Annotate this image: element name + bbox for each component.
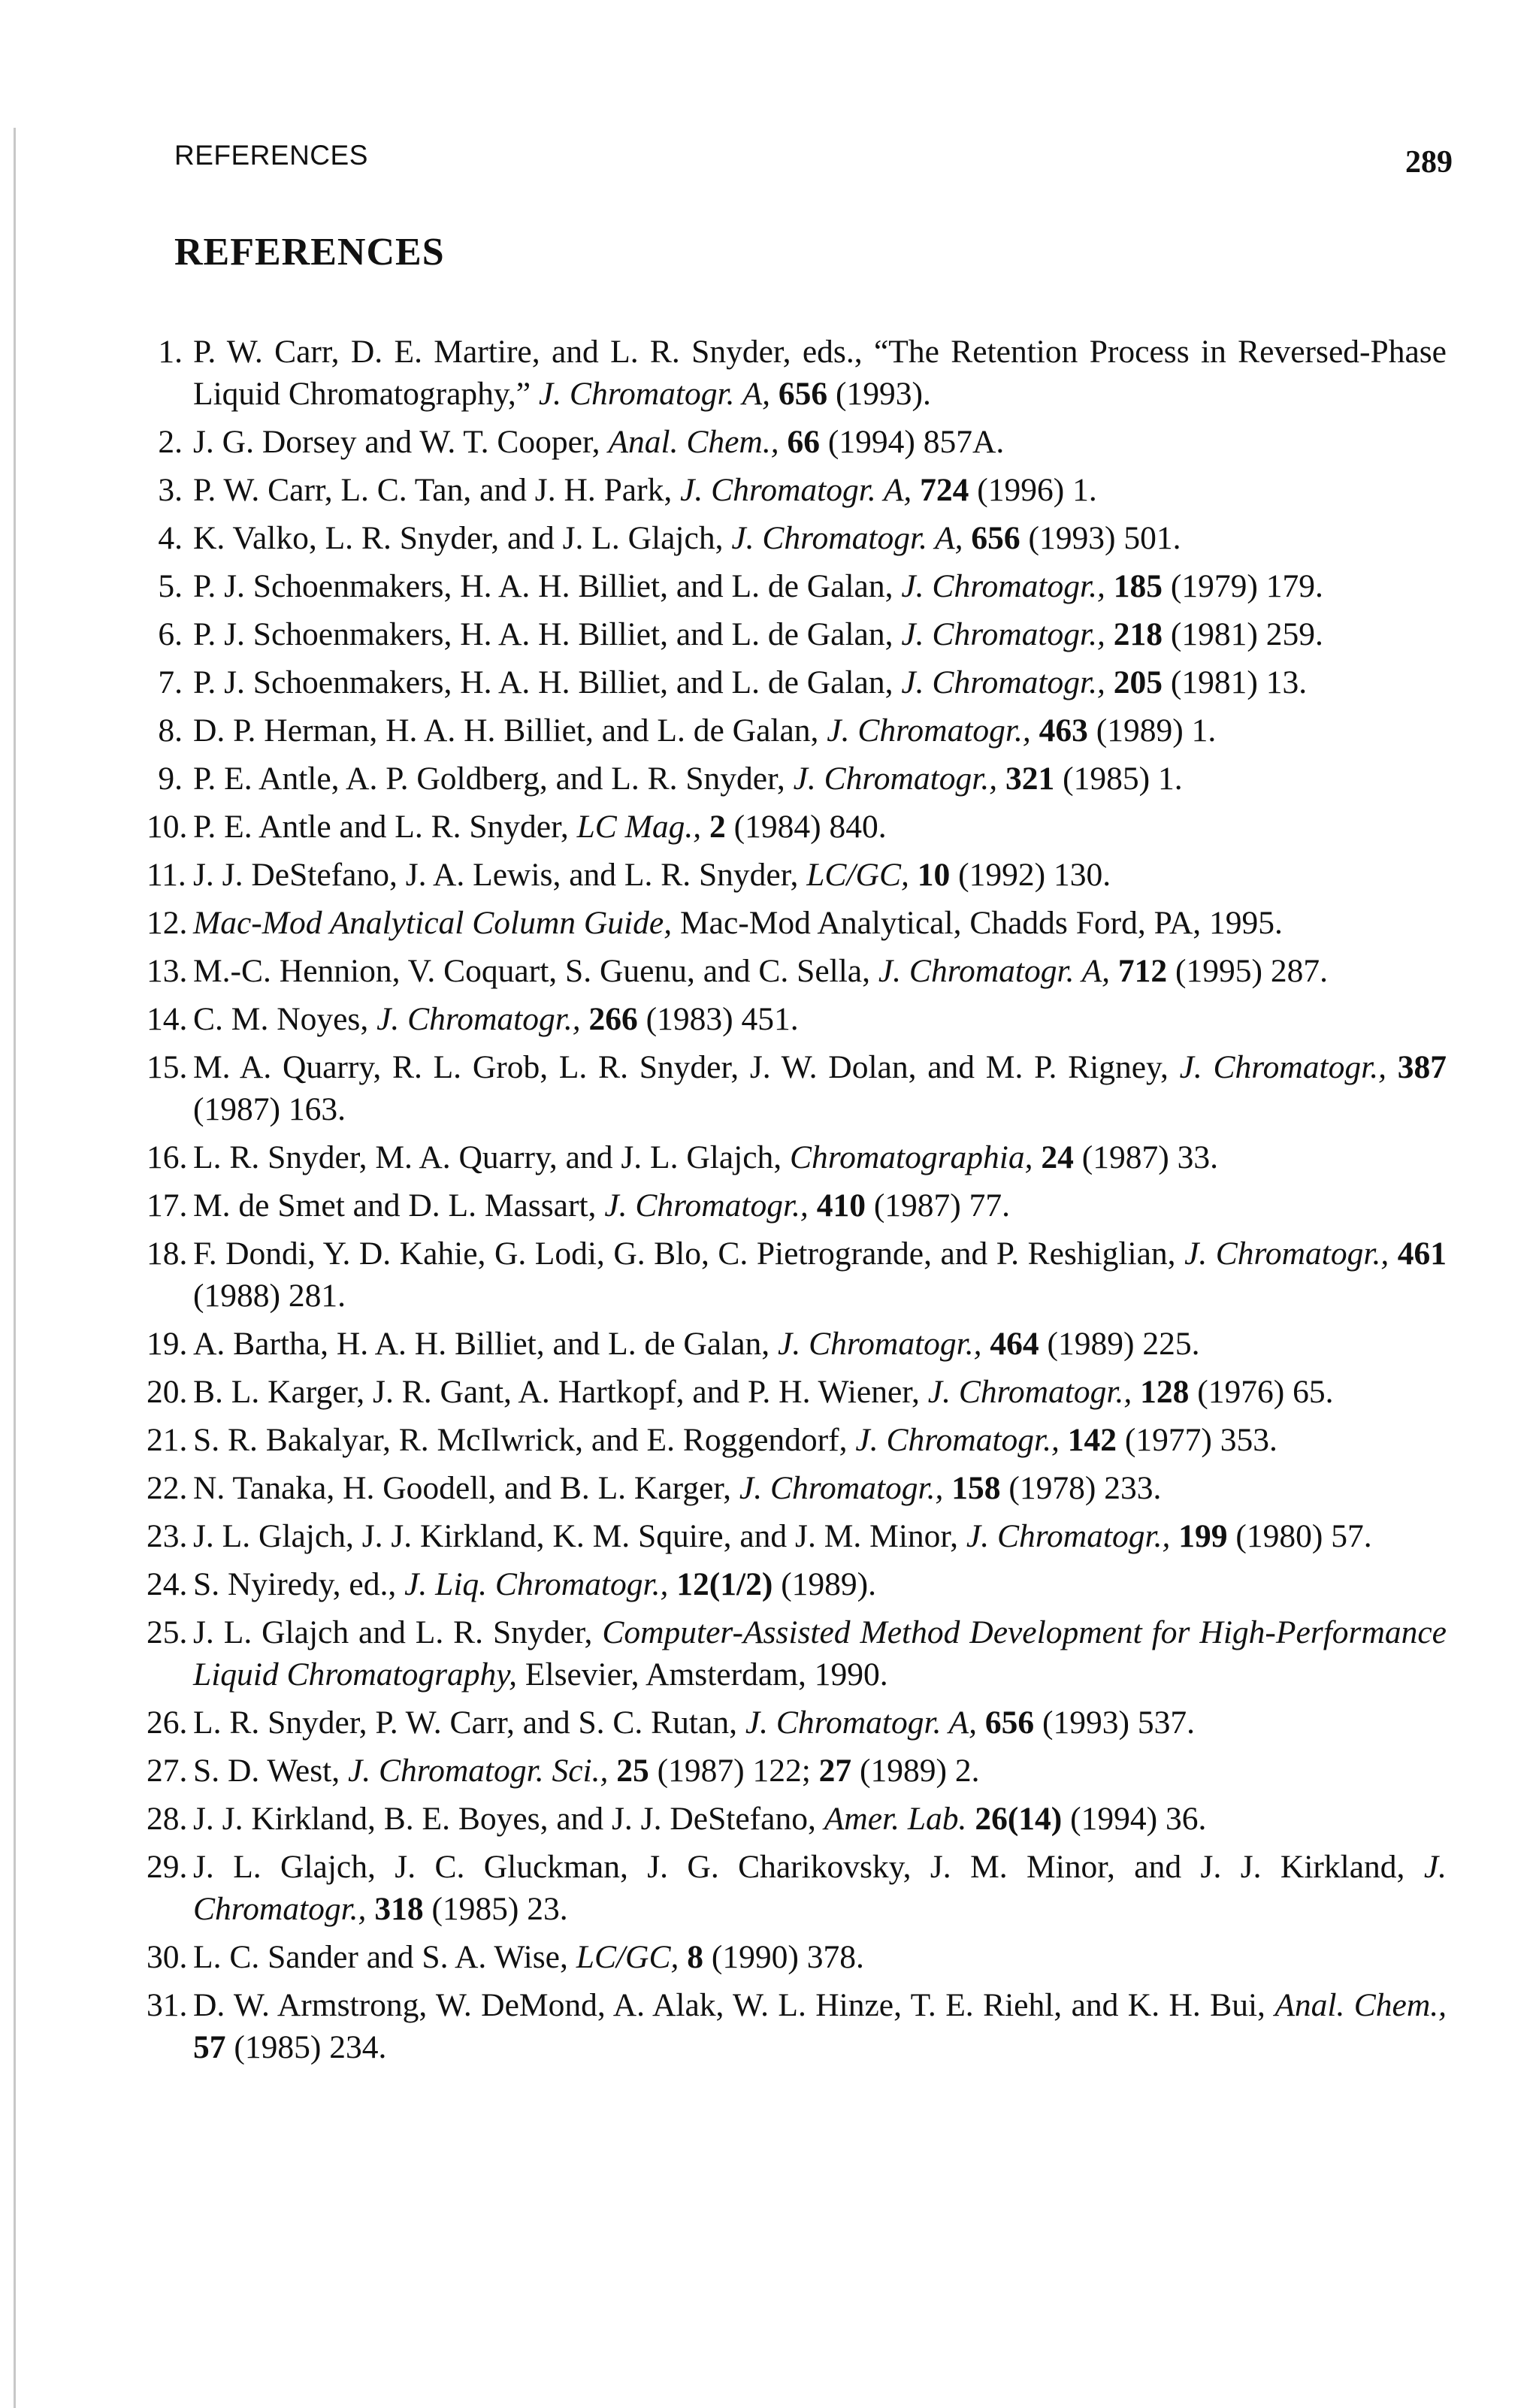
- reference-text: [193, 1705, 1195, 1741]
- reference-plain-text: [1060, 1422, 1068, 1458]
- reference-plain-text: [912, 472, 920, 508]
- reference-item: [147, 1750, 1447, 1792]
- reference-item: [147, 1798, 1447, 1840]
- reference-item: [147, 1323, 1447, 1365]
- reference-volume: 66: [787, 424, 820, 460]
- reference-italic-text: J. Chromatogr.,: [376, 1001, 581, 1037]
- reference-plain-text: (1993).: [827, 376, 931, 412]
- reference-volume: 464: [990, 1326, 1039, 1362]
- reference-plain-text: (1983) 451.: [637, 1001, 799, 1037]
- reference-number: 20.: [147, 1374, 188, 1410]
- reference-text: [193, 712, 1216, 749]
- reference-plain-text: L. C. Sander and S. A. Wise,: [193, 1939, 576, 1975]
- reference-plain-text: (1992) 130.: [950, 857, 1111, 893]
- reference-plain-text: [909, 857, 918, 893]
- reference-item: [147, 950, 1447, 992]
- reference-number: 2.: [158, 424, 183, 460]
- reference-plain-text: K. Valko, L. R. Snyder, and J. L. Glajch,: [193, 520, 732, 556]
- reference-italic-text: Chromatographia,: [790, 1139, 1033, 1175]
- reference-item: [147, 1846, 1447, 1930]
- reference-plain-text: (1990) 378.: [703, 1939, 864, 1975]
- reference-plain-text: (1993) 537.: [1034, 1705, 1195, 1741]
- reference-plain-text: (1987) 163.: [193, 1091, 346, 1127]
- reference-plain-text: [1105, 568, 1114, 604]
- reference-plain-text: D. P. Herman, H. A. H. Billiet, and L. de Galan,: [193, 712, 827, 749]
- reference-volume: 321: [1005, 761, 1055, 797]
- reference-number: 12.: [147, 905, 188, 941]
- reference-plain-text: N. Tanaka, H. Goodell, and B. L. Karger,: [193, 1470, 739, 1506]
- reference-plain-text: [1386, 1049, 1398, 1085]
- page-edge-rule: [14, 128, 16, 2408]
- reference-item: [147, 1611, 1447, 1696]
- reference-text: [193, 520, 1181, 556]
- reference-item: [147, 1467, 1447, 1509]
- reference-plain-text: (1985) 234.: [225, 2029, 387, 2065]
- reference-plain-text: (1994) 857A.: [819, 424, 1005, 460]
- reference-plain-text: (1995) 287.: [1167, 953, 1329, 989]
- reference-italic-text: J. Liq. Chromatogr.,: [404, 1566, 669, 1602]
- reference-plain-text: S. R. Bakalyar, R. McIlwrick, and E. Roggendorf,: [193, 1422, 856, 1458]
- reference-plain-text: (1981) 259.: [1163, 616, 1323, 652]
- reference-italic-text: J. Chromatogr.,: [604, 1187, 809, 1224]
- reference-text: [193, 1939, 864, 1975]
- reference-item: [147, 613, 1447, 655]
- reference-item: [147, 1702, 1447, 1744]
- reference-item: [147, 517, 1447, 559]
- reference-item: [147, 709, 1447, 752]
- reference-plain-text: J. L. Glajch, J. J. Kirkland, K. M. Squire, and J. M. Minor,: [193, 1518, 966, 1554]
- reference-plain-text: M.-C. Hennion, V. Coquart, S. Guenu, and C. Sella,: [193, 953, 878, 989]
- reference-italic-text: J. Chromatogr. A,: [731, 520, 963, 556]
- reference-number: 22.: [147, 1470, 188, 1506]
- reference-text: [193, 1374, 1334, 1410]
- reference-item: [147, 806, 1447, 848]
- reference-plain-text: [679, 1939, 687, 1975]
- reference-plain-text: Mac-Mod Analytical, Chadds Ford, PA, 1995.: [672, 905, 1283, 941]
- reference-number: 15.: [147, 1049, 188, 1085]
- reference-volume: 410: [816, 1187, 866, 1224]
- reference-text: [193, 953, 1328, 989]
- page-number: 289: [1405, 145, 1453, 180]
- reference-item: [147, 1233, 1447, 1317]
- reference-text: [193, 1187, 1010, 1224]
- reference-number: 25.: [147, 1614, 188, 1650]
- reference-number: 21.: [147, 1422, 188, 1458]
- reference-italic-text: J. Chromatogr. A,: [745, 1705, 977, 1741]
- reference-italic-text: Amer. Lab.: [824, 1801, 967, 1837]
- reference-number: 24.: [147, 1566, 188, 1602]
- reference-number: 8.: [158, 712, 183, 749]
- reference-volume: 10: [917, 857, 951, 893]
- reference-text: [193, 1139, 1218, 1175]
- reference-number: 10.: [147, 809, 188, 845]
- reference-plain-text: (1978) 233.: [1000, 1470, 1162, 1506]
- reference-plain-text: [608, 1753, 616, 1789]
- reference-volume: 8: [687, 1939, 703, 1975]
- reference-item: [147, 331, 1447, 415]
- reference-number: 13.: [147, 953, 188, 989]
- reference-item: [147, 1371, 1447, 1413]
- reference-text: [193, 424, 1004, 460]
- reference-plain-text: [366, 1891, 374, 1927]
- reference-volume: 656: [971, 520, 1020, 556]
- reference-number: 1.: [158, 334, 183, 370]
- reference-volume: 712: [1117, 953, 1168, 989]
- reference-text: [193, 1049, 1447, 1127]
- reference-volume: 266: [588, 1001, 638, 1037]
- reference-italic-text: J. Chromatogr. Sci.,: [347, 1753, 609, 1789]
- reference-plain-text: L. R. Snyder, M. A. Quarry, and J. L. Glajch,: [193, 1139, 791, 1175]
- reference-plain-text: J. J. DeStefano, J. A. Lewis, and L. R. Snyder,: [193, 857, 807, 893]
- reference-plain-text: [1105, 664, 1114, 700]
- reference-plain-text: [977, 1705, 985, 1741]
- reference-text: [193, 568, 1323, 604]
- reference-number: 31.: [147, 1987, 188, 2023]
- reference-plain-text: (1989) 2.: [851, 1753, 980, 1789]
- reference-text: [193, 334, 1447, 412]
- reference-plain-text: [701, 809, 709, 845]
- reference-italic-text: J. Chromatogr.,: [739, 1470, 944, 1506]
- reference-list: [147, 331, 1447, 2074]
- reference-plain-text: [1170, 1518, 1178, 1554]
- reference-plain-text: (1981) 13.: [1163, 664, 1308, 700]
- reference-plain-text: P. W. Carr, L. C. Tan, and J. H. Park,: [193, 472, 681, 508]
- reference-plain-text: P. W. Carr, D. E. Martire, and L. R. Snyder, eds., “The Retention Process in Reversed-Phase Liquid Chromatography,”: [193, 334, 1447, 412]
- reference-volume: 318: [374, 1891, 424, 1927]
- reference-plain-text: (1996) 1.: [969, 472, 1097, 508]
- reference-plain-text: P. J. Schoenmakers, H. A. H. Billiet, and L. de Galan,: [193, 616, 902, 652]
- reference-plain-text: (1985) 23.: [423, 1891, 568, 1927]
- reference-plain-text: (1980) 57.: [1227, 1518, 1372, 1554]
- reference-plain-text: [581, 1001, 589, 1037]
- reference-plain-text: C. M. Noyes,: [193, 1001, 377, 1037]
- reference-plain-text: [668, 1566, 676, 1602]
- reference-number: 7.: [158, 664, 183, 700]
- reference-plain-text: (1993) 501.: [1020, 520, 1181, 556]
- reference-plain-text: (1987) 33.: [1073, 1139, 1218, 1175]
- reference-plain-text: [779, 424, 788, 460]
- reference-italic-text: J. Chromatogr. A,: [878, 953, 1111, 989]
- reference-text: [193, 857, 1111, 893]
- reference-italic-text: J. Chromatogr.,: [193, 1849, 1447, 1927]
- reference-plain-text: [966, 1801, 975, 1837]
- reference-volume: 26(14): [975, 1801, 1063, 1837]
- reference-italic-text: LC/GC,: [576, 1939, 679, 1975]
- reference-italic-text: J. Chromatogr.,: [1184, 1236, 1389, 1272]
- reference-plain-text: P. E. Antle, A. P. Goldberg, and L. R. Snyder,: [193, 761, 794, 797]
- reference-plain-text: (1984) 840.: [725, 809, 887, 845]
- reference-volume: 2: [709, 809, 726, 845]
- reference-plain-text: P. J. Schoenmakers, H. A. H. Billiet, and L. de Galan,: [193, 568, 902, 604]
- reference-number: 28.: [147, 1801, 188, 1837]
- reference-text: [193, 1326, 1200, 1362]
- reference-text: [193, 1987, 1447, 2065]
- reference-italic-text: J. Chromatogr.,: [901, 568, 1105, 604]
- reference-text: [193, 1422, 1277, 1458]
- reference-item: [147, 902, 1447, 944]
- reference-item: [147, 1419, 1447, 1461]
- reference-item: [147, 758, 1447, 800]
- reference-plain-text: P. E. Antle and L. R. Snyder,: [193, 809, 577, 845]
- reference-plain-text: J. L. Glajch, J. C. Gluckman, J. G. Charikovsky, J. M. Minor, and J. J. Kirkland,: [193, 1849, 1424, 1885]
- reference-item: [147, 1184, 1447, 1227]
- reference-plain-text: J. G. Dorsey and W. T. Cooper,: [193, 424, 609, 460]
- reference-text: [193, 616, 1323, 652]
- reference-plain-text: (1989) 1.: [1087, 712, 1217, 749]
- reference-plain-text: (1976) 65.: [1189, 1374, 1334, 1410]
- reference-item: [147, 1936, 1447, 1978]
- reference-plain-text: [963, 520, 971, 556]
- reference-item: [147, 1046, 1447, 1130]
- reference-italic-text: J. Chromatogr.,: [855, 1422, 1060, 1458]
- reference-volume: 142: [1067, 1422, 1117, 1458]
- reference-volume: 199: [1178, 1518, 1228, 1554]
- reference-plain-text: A. Bartha, H. A. H. Billiet, and L. de Galan,: [193, 1326, 779, 1362]
- reference-plain-text: M. A. Quarry, R. L. Grob, L. R. Snyder, J. W. Dolan, and M. P. Rigney,: [193, 1049, 1180, 1085]
- reference-number: 14.: [147, 1001, 188, 1037]
- reference-volume: 25: [616, 1753, 649, 1789]
- reference-item: [147, 661, 1447, 703]
- reference-italic-text: J. Chromatogr.,: [778, 1326, 982, 1362]
- reference-italic-text: LC Mag.,: [576, 809, 702, 845]
- reference-plain-text: (1985) 1.: [1054, 761, 1183, 797]
- reference-number: 9.: [158, 761, 183, 797]
- reference-text: [193, 1614, 1447, 1693]
- reference-plain-text: [982, 1326, 990, 1362]
- reference-item: [147, 1984, 1447, 2068]
- reference-italic-text: J. Chromatogr. A,: [680, 472, 912, 508]
- reference-plain-text: S. D. West,: [193, 1753, 348, 1789]
- reference-volume: 128: [1140, 1374, 1190, 1410]
- reference-volume: 27: [818, 1753, 852, 1789]
- reference-text: [193, 1518, 1372, 1554]
- reference-text: [193, 472, 1097, 508]
- reference-number: 17.: [147, 1187, 188, 1224]
- reference-plain-text: (1979) 179.: [1163, 568, 1323, 604]
- reference-item: [147, 1136, 1447, 1178]
- reference-plain-text: J. J. Kirkland, B. E. Boyes, and J. J. DeStefano,: [193, 1801, 824, 1837]
- reference-number: 18.: [147, 1236, 188, 1272]
- reference-volume: 218: [1113, 616, 1163, 652]
- reference-plain-text: P. J. Schoenmakers, H. A. H. Billiet, and L. de Galan,: [193, 664, 902, 700]
- reference-italic-text: J. Chromatogr.,: [927, 1374, 1132, 1410]
- reference-plain-text: [943, 1470, 951, 1506]
- reference-text: [193, 1753, 980, 1789]
- reference-italic-text: J. Chromatogr.,: [1179, 1049, 1386, 1085]
- reference-text: [193, 1236, 1447, 1314]
- reference-volume: 387: [1397, 1049, 1447, 1085]
- reference-text: [193, 761, 1183, 797]
- reference-italic-text: J. Chromatogr.,: [901, 664, 1105, 700]
- reference-italic-text: J. Chromatogr.,: [793, 761, 998, 797]
- reference-number: 11.: [147, 857, 186, 893]
- reference-italic-text: Anal. Chem.,: [608, 424, 779, 460]
- reference-volume: 461: [1397, 1236, 1447, 1272]
- reference-italic-text: Computer-Assisted Method Development for High-Performance Liquid Chromatography,: [193, 1614, 1447, 1693]
- reference-plain-text: D. W. Armstrong, W. DeMond, A. Alak, W. L. Hinze, T. E. Riehl, and K. H. Bui,: [193, 1987, 1275, 2023]
- reference-volume: 57: [193, 2029, 226, 2065]
- reference-italic-text: LC/GC,: [806, 857, 909, 893]
- reference-item: [147, 565, 1447, 607]
- reference-number: 5.: [158, 568, 183, 604]
- reference-plain-text: F. Dondi, Y. D. Kahie, G. Lodi, G. Blo, C. Pietrogrande, and P. Reshiglian,: [193, 1236, 1185, 1272]
- reference-text: [193, 809, 887, 845]
- reference-number: 30.: [147, 1939, 188, 1975]
- reference-italic-text: Mac-Mod Analytical Column Guide,: [193, 905, 673, 941]
- reference-text: [193, 905, 1283, 941]
- reference-plain-text: M. de Smet and D. L. Massart,: [193, 1187, 605, 1224]
- reference-volume: 463: [1039, 712, 1088, 749]
- reference-italic-text: Anal. Chem.,: [1274, 1987, 1447, 2023]
- reference-volume: 24: [1041, 1139, 1074, 1175]
- reference-volume: 656: [778, 376, 828, 412]
- reference-text: [193, 1001, 799, 1037]
- reference-plain-text: (1994) 36.: [1062, 1801, 1207, 1837]
- reference-volume: 656: [984, 1705, 1035, 1741]
- reference-volume: 158: [951, 1470, 1001, 1506]
- running-head: REFERENCES: [174, 140, 368, 171]
- reference-volume: 724: [920, 472, 969, 508]
- reference-text: [193, 664, 1307, 700]
- reference-number: 4.: [158, 520, 183, 556]
- reference-plain-text: [997, 761, 1005, 797]
- reference-volume: 185: [1113, 568, 1163, 604]
- reference-item: [147, 854, 1447, 896]
- reference-plain-text: (1989) 225.: [1039, 1326, 1200, 1362]
- reference-number: 26.: [147, 1705, 188, 1741]
- reference-italic-text: J. Chromatogr.,: [966, 1518, 1171, 1554]
- reference-plain-text: [770, 376, 779, 412]
- reference-plain-text: S. Nyiredy, ed.,: [193, 1566, 405, 1602]
- reference-plain-text: (1988) 281.: [193, 1278, 346, 1314]
- reference-text: [193, 1470, 1161, 1506]
- reference-plain-text: [1033, 1139, 1042, 1175]
- reference-plain-text: L. R. Snyder, P. W. Carr, and S. C. Rutan,: [193, 1705, 745, 1741]
- reference-plain-text: Elsevier, Amsterdam, 1990.: [517, 1656, 888, 1693]
- reference-plain-text: [809, 1187, 817, 1224]
- reference-plain-text: [1031, 712, 1039, 749]
- reference-plain-text: [1389, 1236, 1398, 1272]
- reference-italic-text: J. Chromatogr.,: [901, 616, 1105, 652]
- reference-plain-text: B. L. Karger, J. R. Gant, A. Hartkopf, and P. H. Wiener,: [193, 1374, 928, 1410]
- reference-item: [147, 1515, 1447, 1557]
- reference-plain-text: [1132, 1374, 1140, 1410]
- reference-number: 3.: [158, 472, 183, 508]
- reference-number: 29.: [147, 1849, 188, 1885]
- reference-italic-text: J. Chromatogr.,: [827, 712, 1031, 749]
- reference-plain-text: [1110, 953, 1118, 989]
- reference-plain-text: (1989).: [773, 1566, 877, 1602]
- reference-plain-text: (1987) 77.: [865, 1187, 1011, 1224]
- reference-number: 6.: [158, 616, 183, 652]
- reference-italic-text: J. Chromatogr. A,: [538, 376, 771, 412]
- reference-item: [147, 469, 1447, 511]
- reference-item: [147, 998, 1447, 1040]
- reference-item: [147, 1563, 1447, 1605]
- reference-text: [193, 1566, 876, 1602]
- reference-number: 27.: [147, 1753, 188, 1789]
- reference-text: [193, 1801, 1206, 1837]
- reference-item: [147, 421, 1447, 463]
- reference-plain-text: (1977) 353.: [1117, 1422, 1277, 1458]
- reference-volume: 205: [1113, 664, 1163, 700]
- reference-plain-text: J. L. Glajch and L. R. Snyder,: [193, 1614, 603, 1650]
- reference-number: 16.: [147, 1139, 188, 1175]
- reference-plain-text: (1987) 122;: [649, 1753, 819, 1789]
- reference-number: 23.: [147, 1518, 188, 1554]
- reference-text: [193, 1849, 1447, 1927]
- section-title: REFERENCES: [174, 231, 445, 274]
- reference-volume: 12(1/2): [676, 1566, 773, 1602]
- reference-plain-text: [1105, 616, 1114, 652]
- reference-number: 19.: [147, 1326, 188, 1362]
